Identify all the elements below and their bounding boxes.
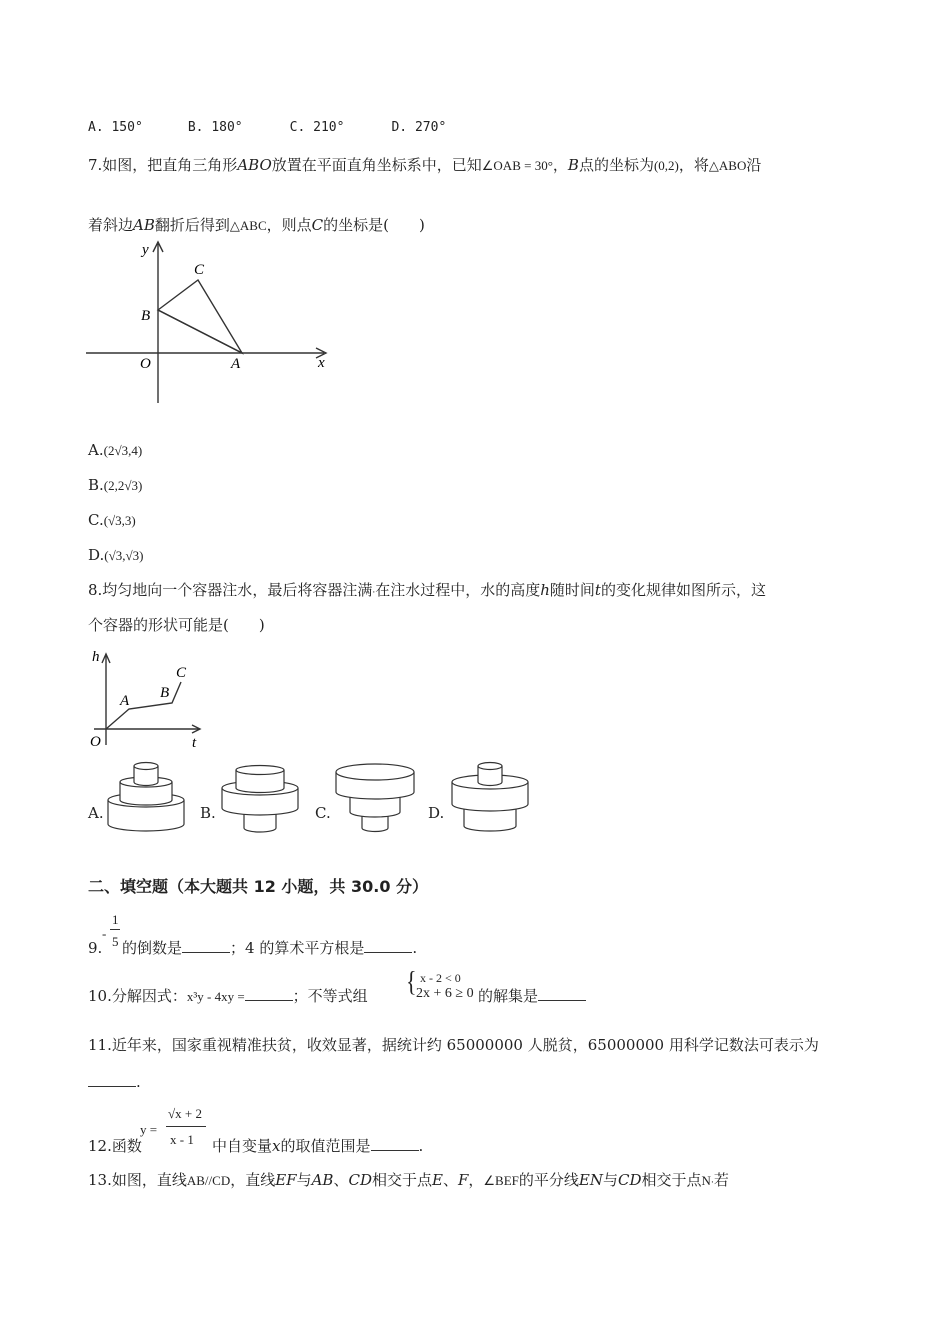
q8-label-c: C: [176, 665, 187, 681]
q8-option-a-label: A.: [88, 804, 104, 822]
q8-line1: 8.均匀地向一个容器注水，最后将容器注满·在注水过程中，水的高度h随时间t的变化规律如图所示，这: [88, 581, 766, 599]
q8-option-b-label: B.: [200, 804, 216, 822]
q8-container-a: [106, 760, 186, 835]
q7-label-o: O: [140, 356, 151, 372]
q8-container-c: [334, 762, 416, 836]
q8-label-t: t: [192, 735, 197, 751]
q10: 10.分解因式：x³y - 4xy = ；不等式组 { x - 2 < 0 2x + 6 ≥ 0 的解集是: [88, 968, 648, 1008]
q8-option-c-label: C.: [315, 804, 331, 822]
q11-line1: 11.近年来，国家重视精准扶贫，收效显著，据统计约 65000000 人脱贫，65000000 用科学记数法可表示为: [88, 1036, 819, 1054]
q8-line2: 个容器的形状可能是( ): [88, 616, 265, 634]
q8-label-b: B: [160, 685, 170, 701]
q7-label-x: x: [318, 355, 325, 371]
q7-figure: [84, 240, 334, 410]
q7-label-b: B: [141, 308, 151, 324]
q13-line1: 13.如图，直线AB//CD，直线EF与AB、CD相交于点E、F，∠BEF的平分线EN与CD相交于点N·若: [88, 1171, 729, 1189]
q8-label-a: A: [120, 693, 130, 709]
q8-option-d-label: D.: [428, 804, 445, 822]
q6-option-a: A. 150°: [88, 120, 143, 135]
q6-options: [88, 118, 446, 138]
q6-option-d: D. 270°: [391, 120, 447, 135]
q8-water-curve: [106, 682, 181, 729]
q7-line1: 7.如图，把直角三角形ABO放置在平面直角坐标系中，已知∠OAB = 30°，B点的坐标为(0,2)，将△ABO沿: [88, 156, 762, 174]
q8-container-d: [450, 760, 530, 836]
q7-label-y: y: [142, 242, 149, 258]
q7-option-d: D.(√3,√3): [88, 546, 144, 564]
q6-option-b: B. 180°: [187, 120, 243, 135]
q6-option-c: C. 210°: [289, 120, 345, 135]
q7-line2: 着斜边AB翻折后得到△ABC，则点C的坐标是( ): [88, 216, 425, 234]
q8-figure: [84, 645, 209, 755]
q12: 12.函数 y = √x + 2 x - 1 中自变量x的取值范围是 .: [88, 1106, 424, 1155]
q11-line2: .: [88, 1072, 141, 1092]
q7-option-c: C.(√3,3): [88, 511, 136, 529]
section-2-title: 二、填空题（本大题共 12 小题，共 30.0 分）: [88, 877, 429, 896]
q7-option-a: A.(2√3,4): [88, 441, 143, 459]
q7-label-a: A: [231, 356, 241, 372]
q7-option-b: B.(2,2√3): [88, 476, 143, 494]
q7-label-c: C: [194, 262, 205, 278]
q8-label-o: O: [90, 734, 101, 750]
q8-container-b: [220, 764, 300, 836]
q8-label-h: h: [92, 649, 100, 665]
